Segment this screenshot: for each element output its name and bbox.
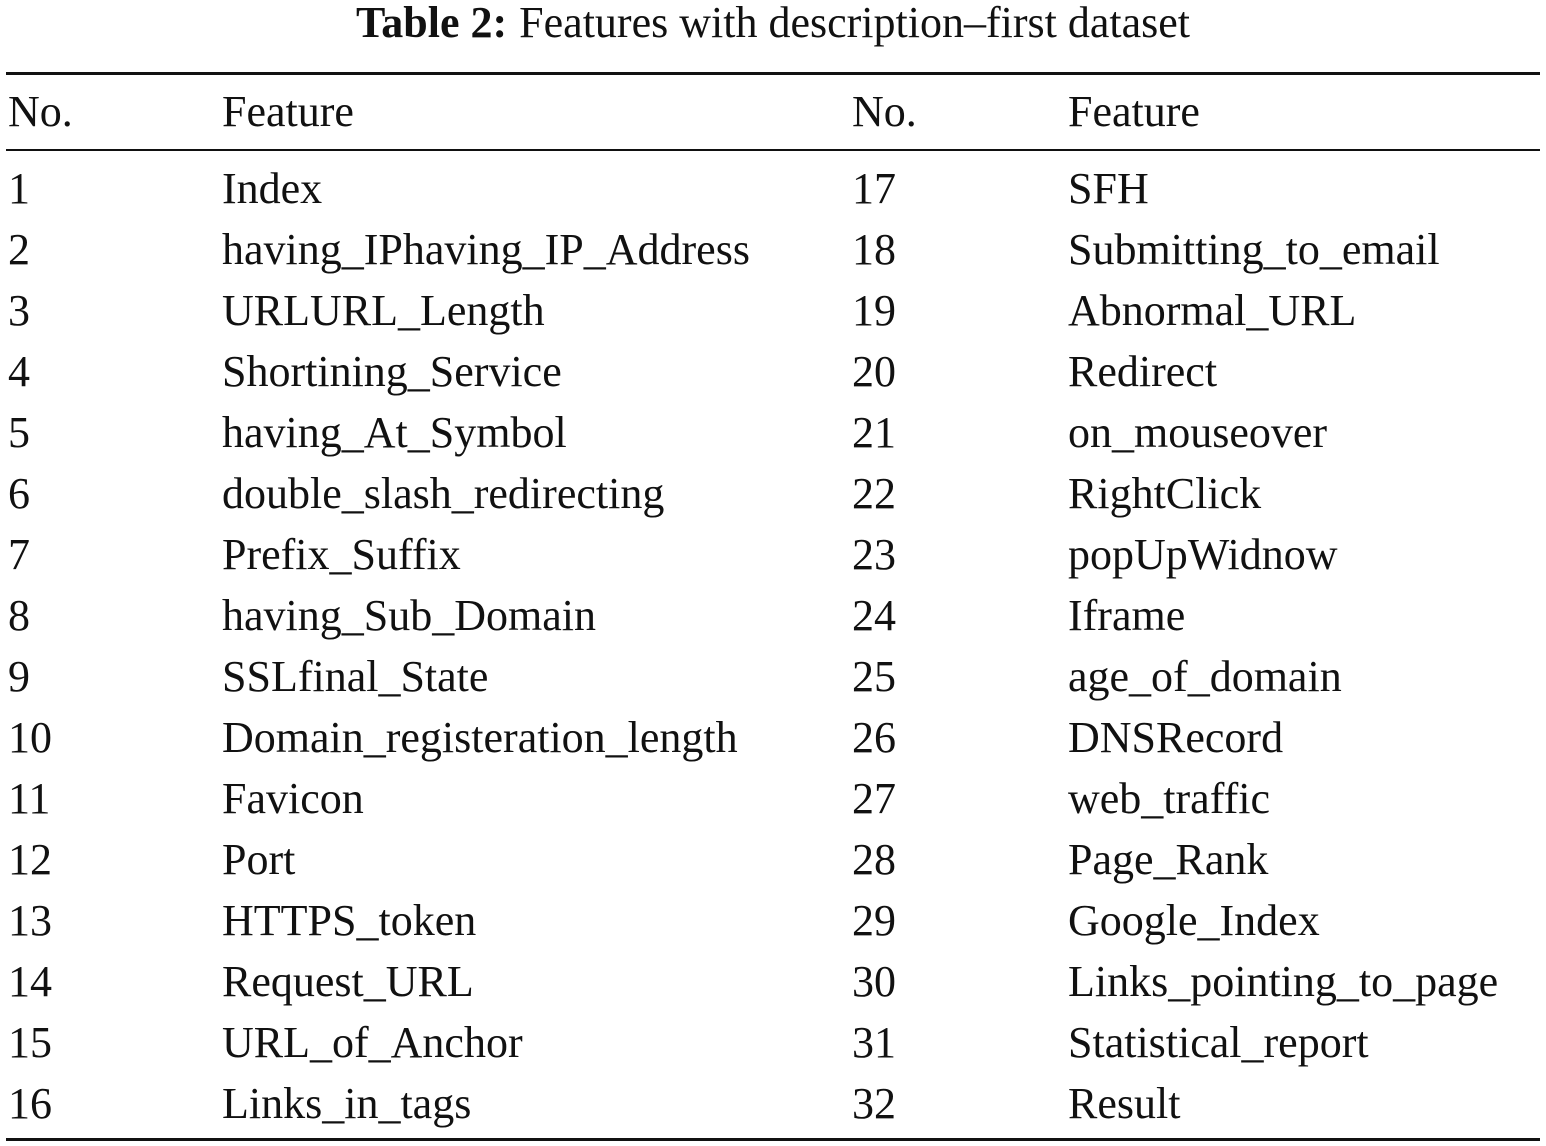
table-row	[0, 341, 1546, 402]
table-header-row	[0, 81, 1546, 142]
row-feature-right: DNSRecord	[1068, 713, 1284, 762]
table-caption	[0, 0, 1546, 46]
header-feature-left: Feature	[222, 87, 354, 136]
row-no-right: 25	[852, 652, 896, 701]
table-row	[0, 707, 1546, 768]
table-body	[0, 158, 1546, 1134]
table-row	[0, 768, 1546, 829]
table-row	[0, 890, 1546, 951]
row-no-right: 24	[852, 591, 896, 640]
table-row	[0, 1073, 1546, 1134]
table-row	[0, 646, 1546, 707]
row-feature-left: having_At_Symbol	[222, 408, 567, 457]
row-no-right: 27	[852, 774, 896, 823]
header-feature-right: Feature	[1068, 87, 1200, 136]
row-no-right: 19	[852, 286, 896, 335]
row-feature-right: Google_Index	[1068, 896, 1320, 945]
row-no-left: 1	[8, 164, 30, 213]
row-no-left: 8	[8, 591, 30, 640]
table-row	[0, 951, 1546, 1012]
row-feature-left: Port	[222, 835, 296, 884]
row-feature-right: Submitting_to_email	[1068, 225, 1440, 274]
row-no-left: 14	[8, 957, 52, 1006]
row-no-right: 22	[852, 469, 896, 518]
row-feature-right: Redirect	[1068, 347, 1218, 396]
table-row	[0, 463, 1546, 524]
row-feature-right: web_traffic	[1068, 774, 1270, 823]
row-feature-right: Iframe	[1068, 591, 1186, 640]
row-feature-right: on_mouseover	[1068, 408, 1328, 457]
row-feature-right: Page_Rank	[1068, 835, 1269, 884]
row-feature-left: URLURL_Length	[222, 286, 545, 335]
row-feature-right: Abnormal_URL	[1068, 286, 1357, 335]
row-feature-right: RightClick	[1068, 469, 1262, 518]
row-feature-left: Request_URL	[222, 957, 474, 1006]
table-row	[0, 829, 1546, 890]
header-no-left: No.	[8, 87, 73, 136]
row-feature-left: double_slash_redirecting	[222, 469, 665, 518]
row-no-right: 18	[852, 225, 896, 274]
row-feature-right: Links_pointing_to_page	[1068, 957, 1499, 1006]
row-feature-right: age_of_domain	[1068, 652, 1342, 701]
row-no-right: 23	[852, 530, 896, 579]
row-no-left: 7	[8, 530, 30, 579]
table-caption-text: Features with description–first dataset	[519, 0, 1190, 47]
table-row	[0, 280, 1546, 341]
row-no-right: 32	[852, 1079, 896, 1128]
row-no-right: 29	[852, 896, 896, 945]
row-no-left: 11	[8, 774, 51, 823]
row-feature-left: Prefix_Suffix	[222, 530, 461, 579]
row-feature-left: Favicon	[222, 774, 364, 823]
row-feature-right: SFH	[1068, 164, 1149, 213]
row-no-right: 17	[852, 164, 896, 213]
row-no-left: 15	[8, 1018, 52, 1067]
table-row	[0, 1012, 1546, 1073]
row-no-left: 5	[8, 408, 30, 457]
table-bottom-rule	[6, 1138, 1540, 1141]
row-feature-left: having_Sub_Domain	[222, 591, 596, 640]
row-no-left: 10	[8, 713, 52, 762]
table-row	[0, 219, 1546, 280]
row-feature-left: Domain_registeration_length	[222, 713, 738, 762]
row-no-left: 9	[8, 652, 30, 701]
row-no-left: 3	[8, 286, 30, 335]
row-no-right: 26	[852, 713, 896, 762]
row-feature-right: Statistical_report	[1068, 1018, 1369, 1067]
row-feature-left: URL_of_Anchor	[222, 1018, 523, 1067]
row-no-right: 20	[852, 347, 896, 396]
row-feature-left: SSLfinal_State	[222, 652, 489, 701]
table-row	[0, 524, 1546, 585]
row-feature-right: popUpWidnow	[1068, 530, 1338, 579]
row-feature-left: having_IPhaving_IP_Address	[222, 225, 750, 274]
table-caption-label: Table 2:	[355, 0, 508, 47]
row-no-right: 28	[852, 835, 896, 884]
row-no-left: 16	[8, 1079, 52, 1128]
row-feature-left: Links_in_tags	[222, 1079, 472, 1128]
row-no-left: 6	[8, 469, 30, 518]
row-no-right: 31	[852, 1018, 896, 1067]
table-header-rule	[6, 149, 1540, 151]
table-row	[0, 402, 1546, 463]
row-feature-right: Result	[1068, 1079, 1181, 1128]
row-no-right: 21	[852, 408, 896, 457]
row-no-left: 2	[8, 225, 30, 274]
table-top-rule	[6, 72, 1540, 75]
header-no-right: No.	[852, 87, 917, 136]
row-no-right: 30	[852, 957, 896, 1006]
row-no-left: 12	[8, 835, 52, 884]
row-feature-left: Shortining_Service	[222, 347, 562, 396]
row-no-left: 13	[8, 896, 52, 945]
row-feature-left: HTTPS_token	[222, 896, 477, 945]
row-feature-left: Index	[222, 164, 323, 213]
table-row	[0, 158, 1546, 219]
table-row	[0, 585, 1546, 646]
row-no-left: 4	[8, 347, 30, 396]
